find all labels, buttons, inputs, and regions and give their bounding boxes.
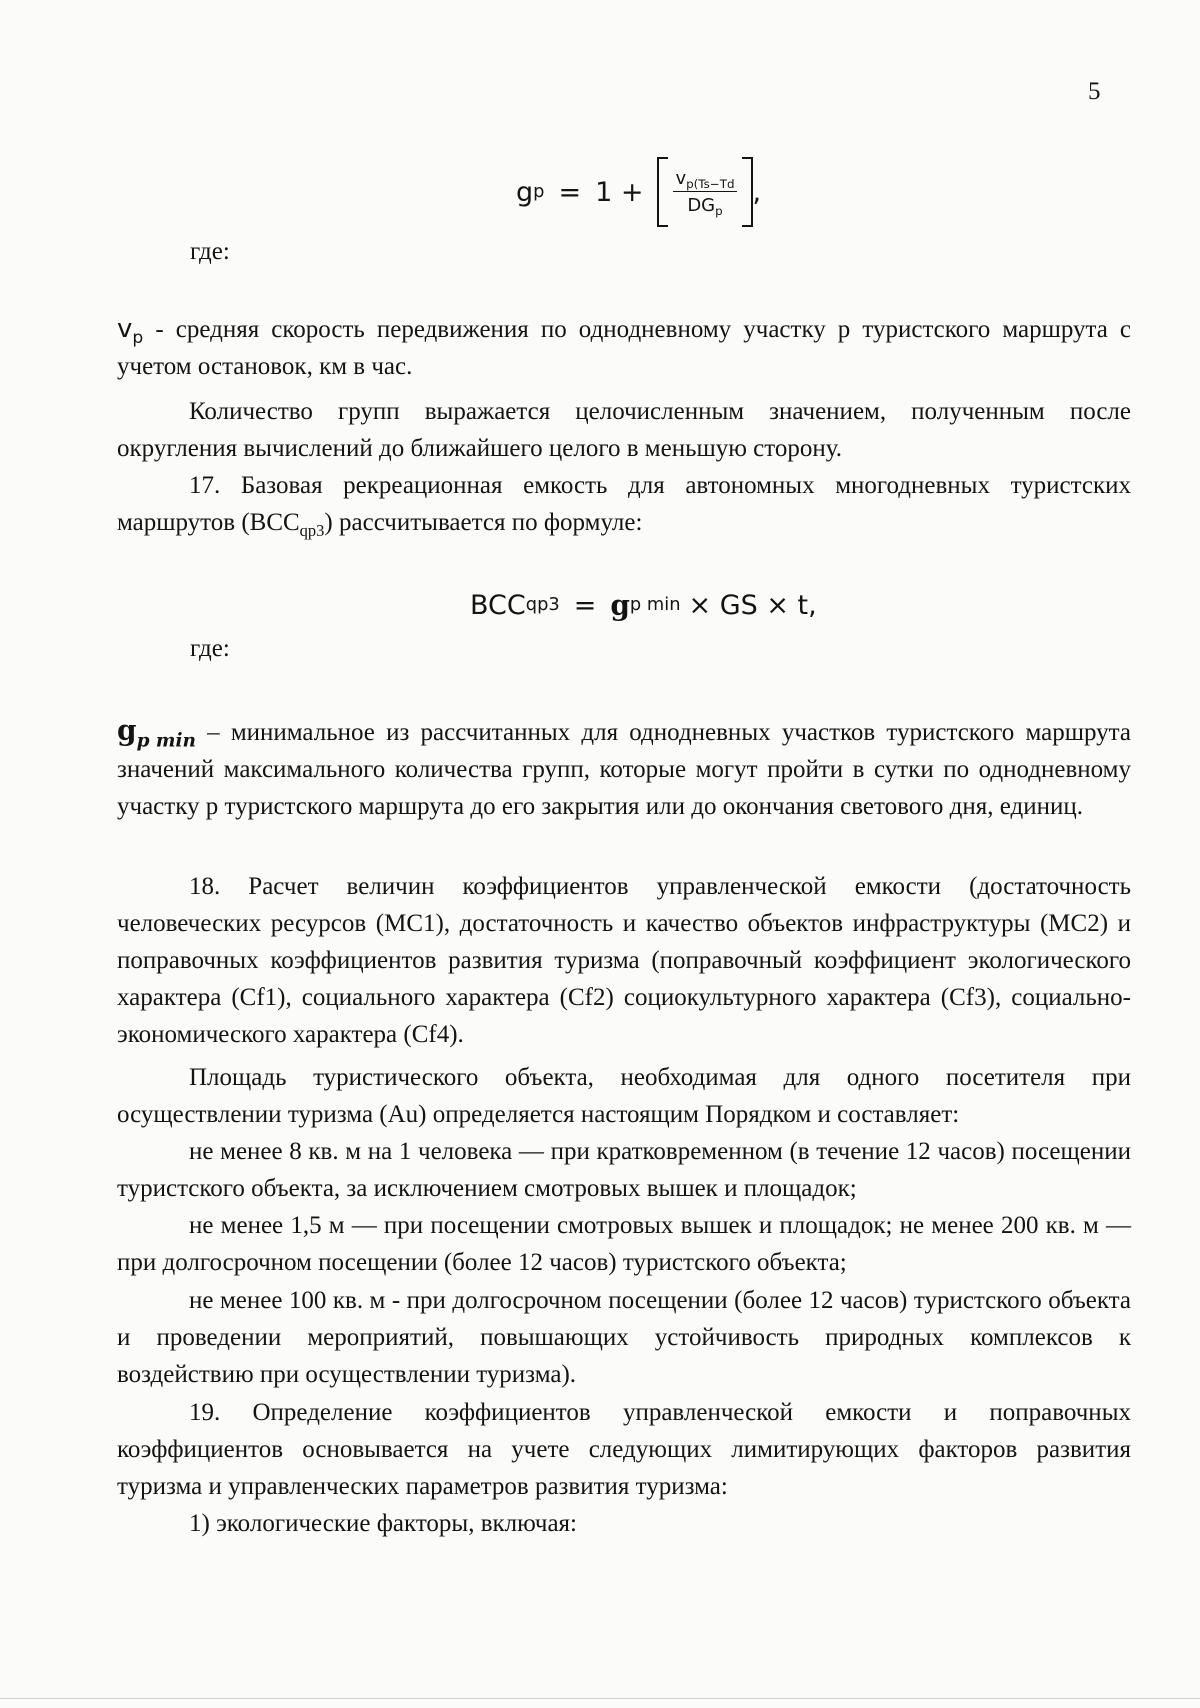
paragraph-17: 17. Базовая рекреационная емкость для автономных многодневных туристских маршрутов $(BCC_{qp3})$ рассчитывается по формуле:: [117, 472, 1131, 540]
paragraph-group-count: Количество групп выражается целочисленным значением, полученным после округления вычислений до ближайшего целого в меньшую сторону.: [117, 398, 1131, 462]
page-bottom-edge: [0, 1698, 1200, 1699]
fraction-numerator: $v_{p(Ts-Td}$: [675, 168, 735, 192]
paragraph-min-100: не менее 100 кв. м - при долгосрочном посещении (более 12 часов) туристского объекта и проведении мероприятий, повышающих устойчивость природных комплексов к воздействию при осуществлении туризма).: [117, 1287, 1131, 1388]
paragraph-19: 19. Определение коэффициентов управленческой емкости и поправочных коэффициентов основывается на учете следующих лимитирующих факторов развития туризма и управленческих параметров развития туризма:: [117, 1399, 1131, 1500]
formula-comma: ,: [752, 176, 762, 208]
paragraph-18: 18. Расчет величин коэффициентов управленческой емкости (достаточность человеческих ресурсов (MC1), достаточность и качество объектов инфраструктуры (MC2) и поправочных коэффициентов развития туризма (поправочный коэффициент экологического характера (Cf1), социального характера (Cf2) социокультурного характера (Cf3), социально-экономического характера (Cf4).: [117, 873, 1131, 1048]
formula-one-plus: 1 +: [595, 176, 644, 208]
fraction-denominator: $DG_p$: [687, 195, 723, 219]
page-number: 5: [1088, 78, 1101, 105]
formula-group-count: [516, 152, 761, 232]
paragraph-min-1-5: не менее 1,5 м — при посещении смотровых вышек и площадок; не менее 200 кв. м — при долгосрочном посещении (более 12 часов) туристского объекта;: [117, 1212, 1131, 1276]
formula-fraction: [673, 168, 736, 219]
left-bracket: [657, 157, 668, 227]
paragraph-min-8: не менее 8 кв. м на 1 человека — при кратковременном (в течение 12 часов) посещении туристского объекта, за исключением смотровых вышек и площадок;: [117, 1138, 1131, 1202]
definition-vp: $v_p$ - средняя скорость передвижения по однодневному участку р туристского маршрута с учетом остановок, км в час.: [117, 311, 1131, 385]
gpmin-symbol: $g_{p min}$: [117, 714, 196, 752]
formula-base-capacity: BCC qp3 = g p min × GS × t,: [470, 588, 817, 622]
right-bracket: [742, 157, 753, 227]
paragraph-area: Площадь туристического объекта, необходимая для одного посетителя при осуществлении туризма (Au) определяется настоящим Порядком и составляет:: [117, 1064, 1131, 1128]
definition-gpmin: $g_{p min}$ – минимальное из рассчитанных для однодневных участков туристского маршрута значений максимального количества групп, которые могут пройти в сутки по однодневному участку р туристского маршрута до его закрытия или до окончания светового дня, единиц.: [117, 714, 1131, 820]
where-label-1: где:: [190, 238, 230, 265]
vp-symbol: $v_p$: [117, 314, 144, 348]
formula-lhs: g p: [516, 176, 545, 208]
formula-equals: =: [558, 176, 582, 208]
list-item-1: 1) экологические факторы, включая:: [189, 1510, 577, 1537]
where-label-2: где:: [190, 635, 230, 662]
